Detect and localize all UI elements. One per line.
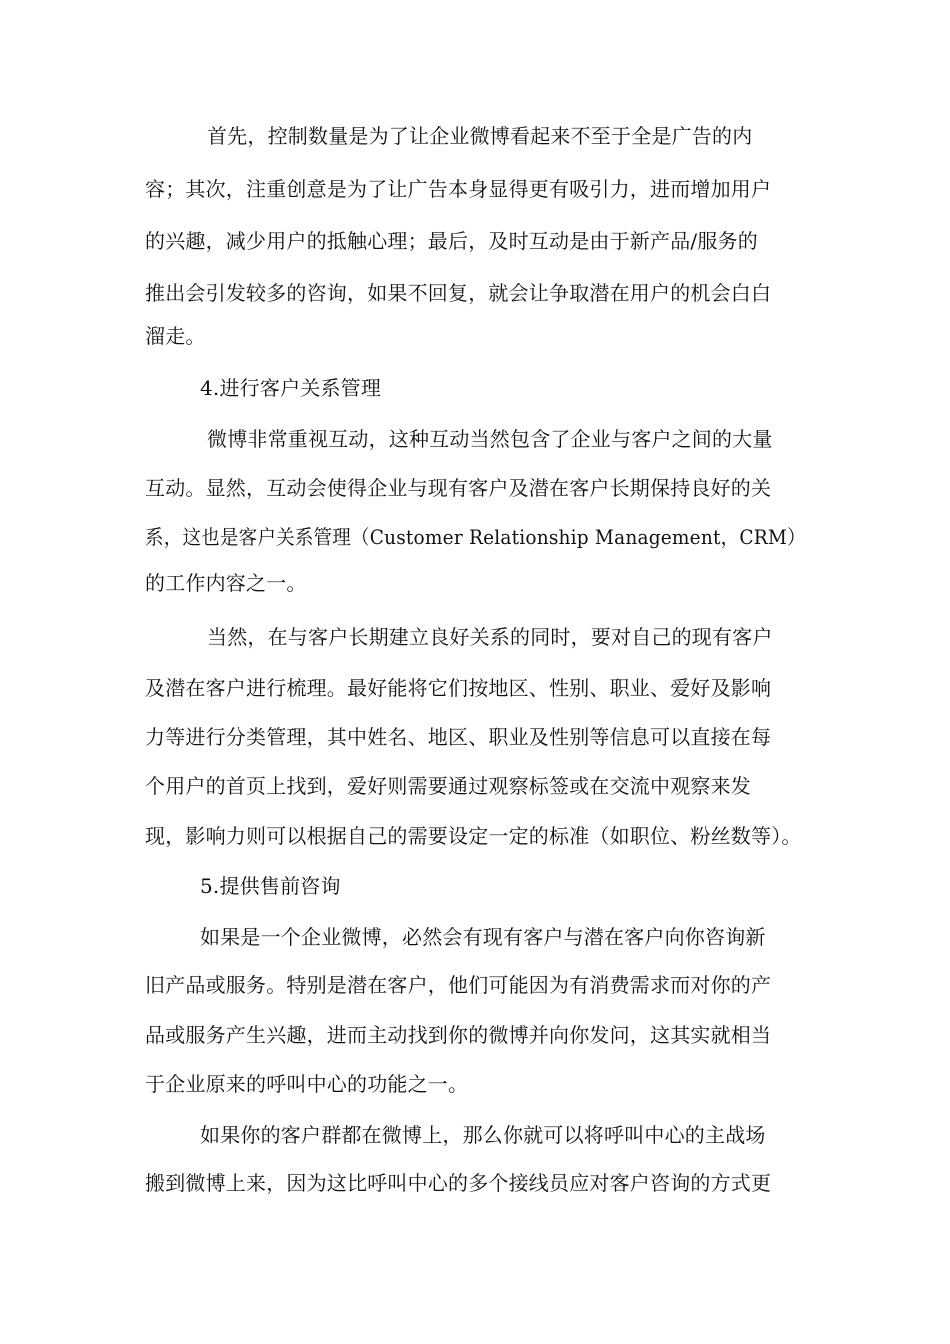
text-line: 及潜在客户进行梳理。最好能将它们按地区、性别、职业、爱好及影响 [145, 676, 772, 700]
text-line: 容；其次，注重创意是为了让广告本身显得更有吸引力，进而增加用户 [145, 177, 772, 201]
text-line: 品或服务产生兴趣，进而主动找到你的微博并向你发问，这其实就相当 [145, 1023, 772, 1047]
text-line: 如果是一个企业微博，必然会有现有客户与潜在客户向你咨询新 [200, 925, 766, 949]
text-line: 力等进行分类管理，其中姓名、地区、职业及性别等信息可以直接在每 [145, 725, 772, 749]
text-line: 的兴趣，减少用户的抵触心理；最后，及时互动是由于新产品/服务的 [145, 229, 758, 253]
text-line: 当然，在与客户长期建立良好关系的同时，要对自己的现有客户 [207, 625, 773, 649]
section-heading: 5.提供售前咨询 [200, 874, 341, 898]
text-line: 互动。显然，互动会使得企业与现有客户及潜在客户长期保持良好的关 [145, 476, 772, 500]
text-line: 的工作内容之一。 [145, 571, 307, 595]
text-line: 旧产品或服务。特别是潜在客户，他们可能因为有消费需求而对你的产 [145, 973, 772, 997]
text-line: 推出会引发较多的咨询，如果不回复，就会让争取潜在用户的机会白白 [145, 281, 772, 305]
text-line: 个用户的首页上找到，爱好则需要通过观察标签或在交流中观察来发 [145, 774, 751, 798]
text-line: 现，影响力则可以根据自己的需要设定一定的标准（如职位、粉丝数等）。 [145, 824, 802, 848]
text-line: 搬到微博上来，因为这比呼叫中心的多个接线员应对客户咨询的方式更 [145, 1171, 772, 1195]
section-heading: 4.进行客户关系管理 [200, 376, 382, 400]
text-line: 溜走。 [145, 324, 206, 348]
text-line: 如果你的客户群都在微博上，那么你就可以将呼叫中心的主战场 [200, 1123, 766, 1147]
text-line: 于企业原来的呼叫中心的功能之一。 [145, 1072, 469, 1096]
text-line: 系，这也是客户关系管理（Customer Relationship Management，CRM） [145, 525, 806, 549]
text-line: 首先，控制数量是为了让企业微博看起来不至于全是广告的内 [207, 124, 753, 148]
text-line: 微博非常重视互动，这种互动当然包含了企业与客户之间的大量 [207, 427, 773, 451]
